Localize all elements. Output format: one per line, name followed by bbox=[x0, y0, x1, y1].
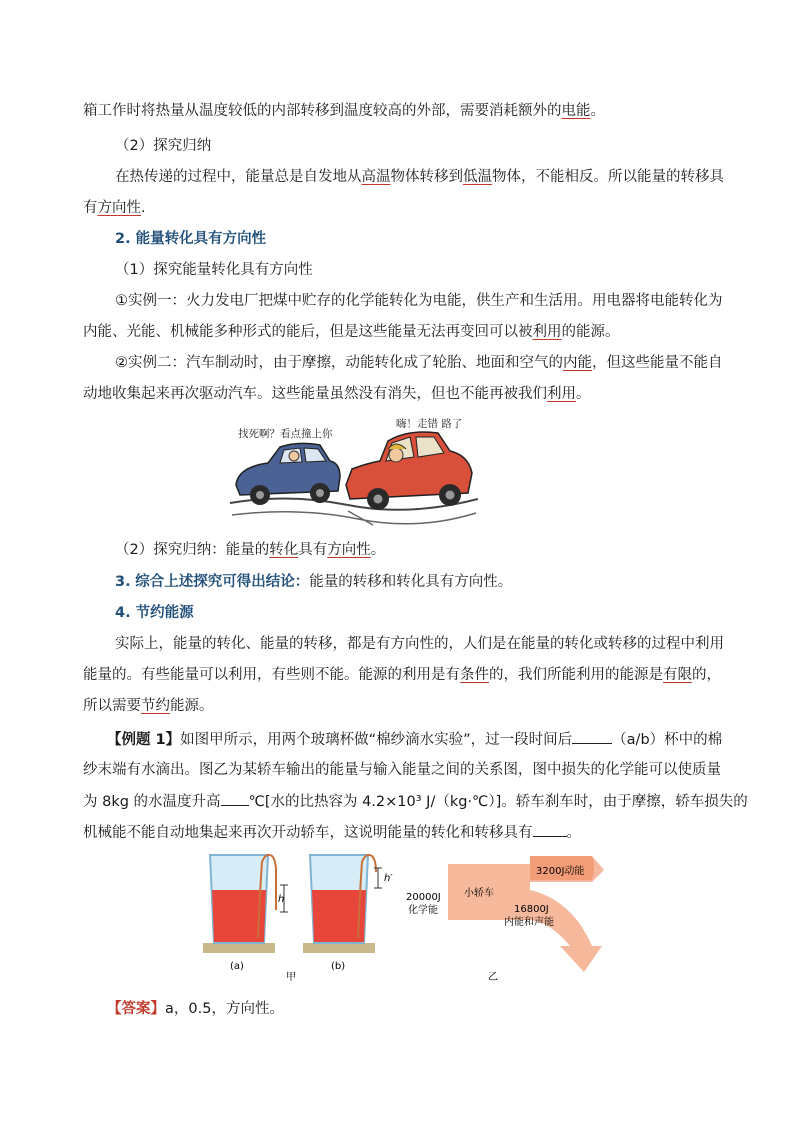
text-line bbox=[83, 822, 581, 843]
loss-energy-name: 内能和声能 bbox=[504, 917, 554, 928]
heading-number: 3. bbox=[115, 574, 131, 590]
underlined-term: 方向性 bbox=[97, 200, 141, 216]
answer-line bbox=[107, 999, 284, 1019]
underlined-term: 转化 bbox=[269, 542, 299, 558]
text-line bbox=[83, 696, 214, 716]
underlined-term: 利用 bbox=[532, 324, 562, 340]
text-line bbox=[83, 322, 620, 342]
heading-body: 能量的转移和转化具有方向性。 bbox=[309, 574, 513, 590]
answer-tag: 【答案】 bbox=[107, 1001, 165, 1017]
experiment-figure bbox=[200, 850, 610, 985]
figure-label-yi: 乙 bbox=[488, 972, 498, 983]
input-energy-name: 化学能 bbox=[408, 905, 438, 916]
text-run: ②实例二：汽车制动时，由于摩擦，动能转化成了轮胎、地面和空气的 bbox=[115, 355, 563, 371]
text-run: ℃[水的比热容为 4.2×10³ J/（kg·℃）]。轿车刹车时，由于摩擦，轿车损失的 bbox=[248, 794, 748, 810]
text-run: 如图甲所示，用两个玻璃杯做“棉纱滴水实验”，过一段时间后 bbox=[180, 732, 573, 748]
loss-energy-value: 16800J bbox=[514, 904, 549, 915]
answer-blank bbox=[572, 729, 612, 744]
answer-blank bbox=[221, 791, 249, 806]
underlined-term: 条件 bbox=[460, 667, 489, 683]
text-line bbox=[83, 384, 591, 404]
underlined-term: 内能 bbox=[563, 355, 592, 371]
text-line bbox=[83, 665, 721, 685]
text-run: 。 bbox=[576, 386, 591, 402]
answer-blank bbox=[533, 822, 567, 837]
heading-text: 能量转化具有方向性 bbox=[135, 231, 267, 247]
figure-label-jia: 甲 bbox=[286, 972, 296, 983]
text-line bbox=[107, 729, 722, 750]
text-line bbox=[115, 167, 724, 187]
text-run: 能源。 bbox=[170, 698, 214, 714]
text-line: 纱末端有水滴出。图乙为某轿车输出的能量与输入能量之间的关系图，图中损失的化学能可以使质量 bbox=[83, 762, 721, 778]
text-run: 所以需要 bbox=[83, 698, 141, 714]
text-run: 箱工作时将热量从温度较低的内部转移到温度较高的外部，需要消耗额外的 bbox=[83, 103, 562, 119]
text-run: 动地收集起来再次驱动汽车。这些能量虽然没有消失，但也不能再被我们 bbox=[83, 386, 547, 402]
subsection-label: （1）探究能量转化具有方向性 bbox=[115, 262, 313, 278]
input-energy-value: 20000J bbox=[406, 892, 441, 903]
red-car bbox=[346, 432, 472, 510]
car-label: 小轿车 bbox=[464, 888, 494, 899]
heading-text: 节约能源 bbox=[135, 605, 194, 621]
text-run: 。 bbox=[590, 103, 605, 119]
energy-flow-diagram bbox=[406, 856, 604, 983]
underlined-term: 有限 bbox=[663, 667, 692, 683]
text-run: 在热传递的过程中，能量总是自发地从 bbox=[115, 169, 362, 185]
cup-b bbox=[303, 855, 393, 972]
heading-number: 2. bbox=[115, 231, 131, 247]
text-line: ①实例一：火力发电厂把煤中贮存的化学能转化为电能，供生产和生活用。用电器将电能转化为 bbox=[115, 293, 723, 309]
underlined-term: 方向性 bbox=[327, 542, 371, 558]
text-run: 。 bbox=[566, 825, 581, 841]
text-run: （2）探究归纳：能量的 bbox=[115, 542, 270, 558]
underlined-term: 高温 bbox=[361, 169, 391, 185]
section-heading bbox=[115, 572, 512, 592]
text-run: 有 bbox=[83, 200, 98, 216]
underlined-term: 利用 bbox=[547, 386, 576, 402]
section-heading bbox=[115, 229, 266, 249]
text-line bbox=[115, 540, 385, 560]
text-run: 的，我们所能利用的能源是 bbox=[489, 667, 663, 683]
kinetic-energy-label: 3200J动能 bbox=[536, 866, 585, 877]
text-run: 机械能不能自动地集起来再次开动轿车，这说明能量的转化和转移具有 bbox=[83, 825, 533, 841]
heading-text: 综合上述探究可得出结论： bbox=[135, 574, 310, 590]
cup-a-label: (a) bbox=[230, 961, 244, 972]
text-line bbox=[83, 198, 146, 218]
text-line bbox=[83, 101, 605, 121]
heading-number: 4. bbox=[115, 605, 131, 621]
blue-car bbox=[236, 443, 340, 505]
car-collision-cartoon bbox=[228, 415, 478, 530]
text-run: （a/b）杯中的棉 bbox=[612, 732, 723, 748]
cup-a bbox=[203, 855, 288, 972]
height-label: h′ bbox=[384, 873, 393, 884]
text-run: 为 8kg 的水温度升高 bbox=[83, 794, 221, 810]
text-run: ，但这些能量不能自 bbox=[592, 355, 723, 371]
text-run: 物体，不能相反。所以能量的转移具 bbox=[492, 169, 724, 185]
section-heading bbox=[115, 603, 194, 623]
text-line bbox=[83, 791, 748, 812]
text-run: 能量的。有些能量可以利用，有些则不能。能源的利用是有 bbox=[83, 667, 460, 683]
text-run: 物体转移到 bbox=[390, 169, 463, 185]
text-run: 内能、光能、机械能多种形式的能后，但是这些能量无法再变回可以被 bbox=[83, 324, 533, 340]
cup-b-label: (b) bbox=[331, 961, 346, 972]
text-run: 的能源。 bbox=[561, 324, 620, 340]
subsection-label: （2）探究归纳 bbox=[115, 138, 212, 154]
text-run: 。 bbox=[370, 542, 386, 558]
underlined-term: 低温 bbox=[463, 169, 492, 185]
underlined-term: 节约 bbox=[141, 698, 170, 714]
text-run: . bbox=[141, 200, 146, 216]
speech-bubble-right: 嗨！走错 路了 bbox=[396, 418, 463, 430]
text-line bbox=[115, 353, 723, 373]
speech-bubble-left: 找死啊？看点撞上你 bbox=[238, 428, 333, 440]
example-tag: 【例题 1】 bbox=[107, 732, 181, 748]
text-run: 的， bbox=[692, 667, 721, 683]
underlined-term: 电能 bbox=[561, 103, 591, 119]
answer-text: a，0.5，方向性。 bbox=[165, 1001, 284, 1017]
text-run: 具有 bbox=[298, 542, 328, 558]
text-line: 实际上，能量的转化、能量的转移，都是有方向性的，人们是在能量的转化或转移的过程中利用 bbox=[115, 636, 724, 652]
height-label: h bbox=[278, 894, 285, 905]
